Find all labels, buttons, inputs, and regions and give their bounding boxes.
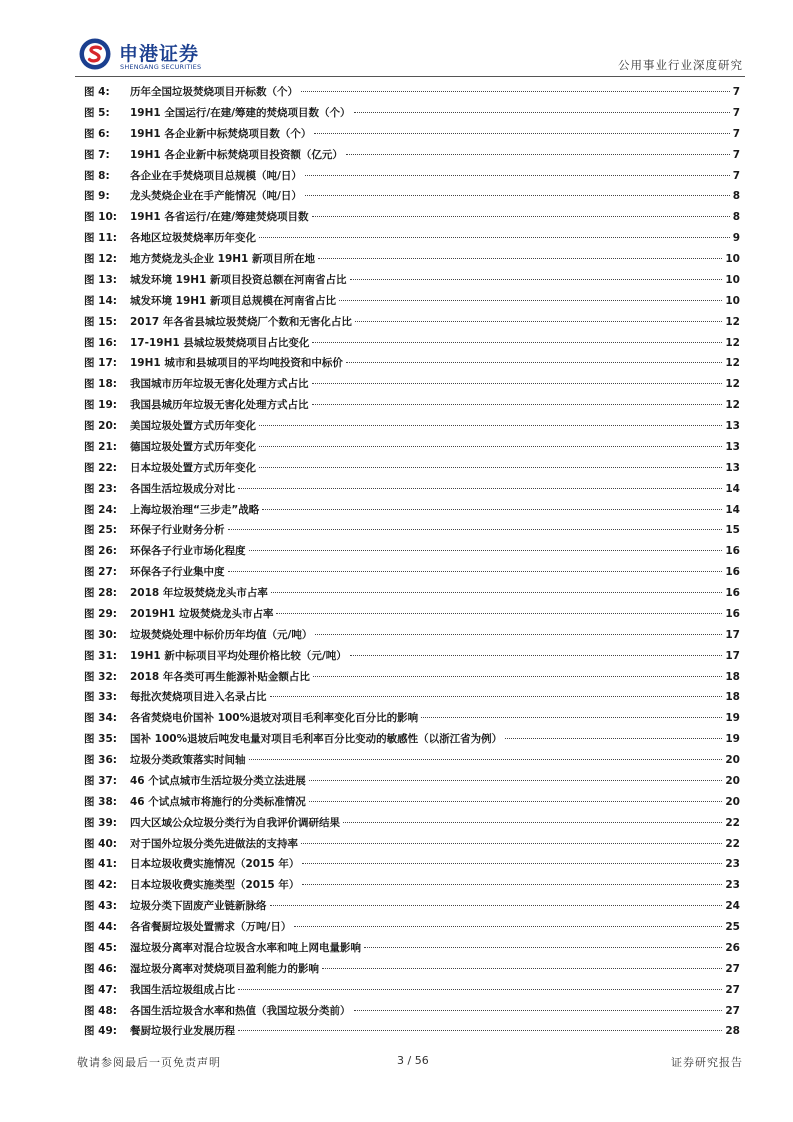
toc-entry-title: 19H1 新中标项目平均处理价格比较（元/吨） <box>130 649 347 662</box>
toc-entry[interactable] <box>84 794 740 815</box>
disclaimer-note: 敬请参阅最后一页免责声明 <box>77 1056 221 1069</box>
toc-entry-label: 图 24: <box>84 503 117 516</box>
toc-entry-title: 垃圾分类政策落实时间轴 <box>130 754 246 766</box>
toc-entry-title: 我国县城历年垃圾无害化处理方式占比 <box>130 399 309 412</box>
toc-entry-page: 12 <box>725 399 740 412</box>
toc-entry-page: 18 <box>725 670 740 683</box>
toc-entry-label: 图 42: <box>84 879 117 892</box>
toc-entry-leader <box>302 884 722 885</box>
toc-entry-title: 各国生活垃圾成分对比 <box>130 482 235 495</box>
toc-entry[interactable] <box>84 669 740 690</box>
toc-entry-leader <box>350 279 723 280</box>
toc-entry-page: 23 <box>725 879 740 892</box>
toc-entry[interactable] <box>84 689 740 710</box>
toc-entry-title: 2018 年垃圾焚烧龙头市占率 <box>130 587 268 599</box>
toc-entry-page: 13 <box>725 461 740 474</box>
toc-entry-title: 各企业在手焚烧项目总规模（吨/日） <box>130 169 302 182</box>
toc-entry-title: 垃圾焚烧处理中标价历年均值（元/吨） <box>130 628 313 641</box>
toc-entry-page: 14 <box>725 503 740 516</box>
toc-entry-title: 19H1 各企业新中标焚烧项目数（个） <box>130 127 312 140</box>
toc-entry-title: 各地区垃圾焚烧率历年变化 <box>130 232 256 245</box>
toc-entry-title: 17-19H1 县城垃圾焚烧项目占比变化 <box>130 336 310 349</box>
toc-entry-leader <box>294 926 722 927</box>
toc-entry-title: 湿垃圾分离率对焚烧项目盈利能力的影响 <box>130 962 319 975</box>
toc-entry[interactable] <box>84 376 740 397</box>
report-type: 公用事业行业深度研究 <box>618 58 743 72</box>
toc-entry-page: 17 <box>725 649 740 662</box>
toc-entry-label: 图 23: <box>84 482 117 495</box>
toc-entry-label: 图 19: <box>84 399 117 412</box>
toc-entry-page: 16 <box>725 607 740 620</box>
toc-entry[interactable] <box>84 188 740 209</box>
toc-entry-leader <box>276 613 722 614</box>
toc-entry[interactable] <box>84 606 740 627</box>
toc-entry-label: 图 48: <box>84 1004 117 1017</box>
toc-entry-title: 日本垃圾处置方式历年变化 <box>130 461 256 474</box>
toc-entry-label: 图 31: <box>84 649 117 662</box>
toc-entry-page: 13 <box>725 440 740 453</box>
toc-entry[interactable] <box>84 397 740 418</box>
toc-entry-title: 餐厨垃圾行业发展历程 <box>130 1025 235 1038</box>
toc-entry-leader <box>271 592 722 593</box>
toc-entry-title: 日本垃圾收费实施情况（2015 年） <box>130 858 300 871</box>
toc-entry-page: 23 <box>725 858 740 871</box>
toc-entry-leader <box>302 863 722 864</box>
toc-entry-leader <box>259 237 730 238</box>
toc-entry[interactable] <box>84 982 740 1003</box>
toc-entry[interactable] <box>84 314 740 335</box>
toc-entry-leader <box>238 989 722 990</box>
toc-entry-title: 我国城市历年垃圾无害化处理方式占比 <box>130 378 309 391</box>
toc-entry-page: 7 <box>732 127 740 140</box>
toc-entry-leader <box>318 258 722 259</box>
toc-entry-title: 城发环境 19H1 新项目投资总额在河南省占比 <box>130 273 347 286</box>
toc-entry-page: 12 <box>725 378 740 391</box>
toc-entry[interactable] <box>84 752 740 773</box>
logo-name-cn: 申港证券 <box>119 43 200 65</box>
toc-entry-label: 图 25: <box>84 524 117 537</box>
toc-entry-title: 四大区域公众垃圾分类行为自我评价调研结果 <box>130 816 340 829</box>
toc-entry-title: 国补 100%退坡后吨发电量对项目毛利率百分比变动的敏感性（以浙江省为例） <box>130 733 503 746</box>
toc-entry[interactable] <box>84 460 740 481</box>
toc-entry[interactable] <box>84 439 740 460</box>
document-type: 证券研究报告 <box>671 1056 743 1069</box>
toc-entry-label: 图 41: <box>84 858 117 871</box>
toc-entry-title: 19H1 城市和县城项目的平均吨投资和中标价 <box>130 357 343 370</box>
toc-entry-page: 7 <box>732 86 740 98</box>
toc-entry-leader <box>301 843 722 844</box>
toc-entry-label: 图 6: <box>84 127 110 140</box>
toc-entry-leader <box>262 509 722 510</box>
toc-entry[interactable] <box>84 773 740 794</box>
toc-entry-page: 20 <box>725 754 740 766</box>
toc-entry-leader <box>505 738 722 739</box>
toc-entry-leader <box>301 91 730 92</box>
toc-entry-label: 图 33: <box>84 691 117 704</box>
toc-entry[interactable] <box>84 84 740 105</box>
toc-entry-label: 图 9: <box>84 190 110 203</box>
toc-entry-label: 图 17: <box>84 357 117 370</box>
toc-entry-title: 2019H1 垃圾焚烧龙头市占率 <box>130 607 274 620</box>
toc-entry-title: 龙头焚烧企业在手产能情况（吨/日） <box>130 190 302 203</box>
toc-entry-page: 10 <box>725 294 740 307</box>
toc-entry-page: 8 <box>732 190 740 203</box>
toc-entry-title: 46 个试点城市将施行的分类标准情况 <box>130 795 306 808</box>
toc-entry[interactable] <box>84 564 740 585</box>
toc-entry-title: 2017 年各省县城垃圾焚烧厂个数和无害化占比 <box>130 315 352 328</box>
toc-entry-label: 图 45: <box>84 941 117 954</box>
toc-entry-label: 图 27: <box>84 566 117 579</box>
toc-entry-label: 图 15: <box>84 315 117 328</box>
toc-entry-label: 图 37: <box>84 774 117 787</box>
toc-entry[interactable] <box>84 126 740 147</box>
toc-entry-leader <box>305 175 730 176</box>
toc-entry-page: 26 <box>725 941 740 954</box>
toc-entry[interactable] <box>84 418 740 439</box>
toc-entry[interactable] <box>84 230 740 251</box>
toc-entry-page: 18 <box>725 691 740 704</box>
toc-entry-leader <box>259 446 722 447</box>
toc-entry-leader <box>259 467 722 468</box>
toc-entry-leader <box>314 133 729 134</box>
toc-entry[interactable] <box>84 293 740 314</box>
toc-entry[interactable] <box>84 355 740 376</box>
shengang-logo-icon <box>79 38 111 70</box>
toc-entry[interactable] <box>84 105 740 126</box>
toc-entry-title: 湿垃圾分离率对混合垃圾含水率和吨上网电量影响 <box>130 941 361 954</box>
toc-entry-leader <box>312 383 723 384</box>
toc-entry-title: 上海垃圾治理“三步走”战略 <box>130 503 260 516</box>
toc-entry-page: 10 <box>725 253 740 265</box>
toc-entry-title: 垃圾分类下固废产业链新脉络 <box>130 900 267 913</box>
toc-entry-leader <box>249 550 723 551</box>
toc-entry-leader <box>238 488 722 489</box>
toc-entry[interactable] <box>84 272 740 293</box>
toc-entry-page: 16 <box>725 587 740 599</box>
toc-entry-leader <box>312 342 722 343</box>
toc-entry-title: 19H1 全国运行/在建/筹建的焚烧项目数（个） <box>130 106 351 119</box>
toc-entry-page: 8 <box>732 211 740 224</box>
toc-entry-title: 各省焚烧电价国补 100%退坡对项目毛利率变化百分比的影响 <box>130 712 419 725</box>
toc-entry-page: 19 <box>725 733 740 746</box>
page-number: 3 / 56 <box>397 1054 429 1067</box>
toc-entry-leader <box>309 780 723 781</box>
toc-entry[interactable] <box>84 335 740 356</box>
toc-entry-leader <box>339 300 722 301</box>
toc-entry[interactable] <box>84 251 740 272</box>
toc-entry-title: 2018 年各类可再生能源补贴金额占比 <box>130 670 310 683</box>
toc-entry-label: 图 43: <box>84 900 117 913</box>
toc-entry-page: 16 <box>725 566 740 579</box>
toc-entry-label: 图 28: <box>84 587 117 599</box>
toc-entry-page: 20 <box>725 795 740 808</box>
toc-entry[interactable] <box>84 209 740 230</box>
toc-entry-leader <box>305 195 730 196</box>
toc-entry-page: 22 <box>725 837 740 850</box>
toc-entry[interactable] <box>84 627 740 648</box>
toc-entry-leader <box>354 1010 723 1011</box>
toc-entry-label: 图 49: <box>84 1025 117 1038</box>
toc-entry-title: 日本垃圾收费实施类型（2015 年） <box>130 879 300 892</box>
toc-entry[interactable] <box>84 710 740 731</box>
toc-entry-label: 图 35: <box>84 733 117 746</box>
toc-entry-title: 环保各子行业集中度 <box>130 566 225 579</box>
toc-entry[interactable] <box>84 168 740 189</box>
toc-entry-title: 对于国外垃圾分类先进做法的支持率 <box>130 837 298 850</box>
toc-entry[interactable] <box>84 856 740 877</box>
toc-entry-leader <box>315 634 722 635</box>
toc-entry-page: 16 <box>725 545 740 558</box>
toc-entry-label: 图 11: <box>84 232 117 245</box>
toc-entry-label: 图 4: <box>84 86 110 98</box>
toc-entry-label: 图 5: <box>84 106 110 119</box>
page-footer <box>75 1054 745 1074</box>
toc-entry-label: 图 47: <box>84 983 117 996</box>
toc-entry-leader <box>354 112 730 113</box>
toc-entry-leader <box>343 822 722 823</box>
toc-entry-leader <box>350 655 723 656</box>
toc-entry-page: 24 <box>725 900 740 913</box>
toc-entry[interactable] <box>84 877 740 898</box>
toc-entry-page: 20 <box>725 774 740 787</box>
toc-entry-title: 我国生活垃圾组成占比 <box>130 983 235 996</box>
toc-entry[interactable] <box>84 502 740 523</box>
toc-entry[interactable] <box>84 543 740 564</box>
toc-entry-label: 图 26: <box>84 545 117 558</box>
toc-entry-page: 12 <box>725 315 740 328</box>
toc-entry[interactable] <box>84 585 740 606</box>
toc-entry-leader <box>270 905 723 906</box>
toc-entry-page: 12 <box>725 336 740 349</box>
toc-entry-label: 图 10: <box>84 211 117 224</box>
toc-entry-title: 城发环境 19H1 新项目总规模在河南省占比 <box>130 294 337 307</box>
toc-entry-page: 22 <box>725 816 740 829</box>
toc-entry[interactable] <box>84 961 740 982</box>
toc-entry-leader <box>309 801 723 802</box>
toc-entry-leader <box>355 321 722 322</box>
toc-entry[interactable] <box>84 898 740 919</box>
toc-entry-page: 27 <box>725 1004 740 1017</box>
toc-entry[interactable] <box>84 648 740 669</box>
toc-entry-label: 图 12: <box>84 253 117 265</box>
toc-entry-leader <box>346 154 730 155</box>
toc-entry-leader <box>249 759 723 760</box>
toc-entry-label: 图 32: <box>84 670 117 683</box>
toc-entry-leader <box>259 425 722 426</box>
toc-entry[interactable] <box>84 836 740 857</box>
toc-entry-label: 图 20: <box>84 420 117 432</box>
toc-entry-page: 25 <box>725 921 740 933</box>
toc-entry-leader <box>312 216 730 217</box>
toc-entry-label: 图 30: <box>84 628 117 641</box>
toc-entry[interactable] <box>84 1023 740 1044</box>
figure-index-list <box>84 84 740 1044</box>
toc-entry-title: 19H1 各企业新中标焚烧项目投资额（亿元） <box>130 148 343 161</box>
toc-entry-label: 图 21: <box>84 440 117 453</box>
toc-entry-label: 图 34: <box>84 712 117 725</box>
toc-entry-page: 27 <box>725 962 740 975</box>
toc-entry-page: 15 <box>725 524 740 537</box>
toc-entry-label: 图 40: <box>84 837 117 850</box>
toc-entry-leader <box>322 968 722 969</box>
toc-entry-label: 图 36: <box>84 754 117 766</box>
toc-entry-label: 图 29: <box>84 607 117 620</box>
toc-entry[interactable] <box>84 919 740 940</box>
toc-entry-title: 地方焚烧龙头企业 19H1 新项目所在地 <box>130 253 316 265</box>
toc-entry-page: 17 <box>725 628 740 641</box>
toc-entry-page: 10 <box>725 273 740 286</box>
toc-entry-page: 7 <box>732 148 740 161</box>
toc-entry-label: 图 13: <box>84 273 117 286</box>
toc-entry-label: 图 14: <box>84 294 117 307</box>
toc-entry-title: 德国垃圾处置方式历年变化 <box>130 440 256 453</box>
toc-entry-leader <box>313 676 722 677</box>
toc-entry-page: 19 <box>725 712 740 725</box>
toc-entry-label: 图 22: <box>84 461 117 474</box>
toc-entry[interactable] <box>84 815 740 836</box>
toc-entry-leader <box>228 571 723 572</box>
toc-entry-label: 图 16: <box>84 336 117 349</box>
toc-entry-label: 图 7: <box>84 148 110 161</box>
toc-entry-page: 13 <box>725 420 740 432</box>
logo-name-en: SHENGANG SECURITIES <box>120 63 202 71</box>
toc-entry-leader <box>312 404 723 405</box>
toc-entry-label: 图 8: <box>84 169 110 182</box>
toc-entry-leader <box>346 362 723 363</box>
toc-entry-label: 图 39: <box>84 816 117 829</box>
toc-entry-title: 环保各子行业市场化程度 <box>130 545 246 558</box>
toc-entry-page: 27 <box>725 983 740 996</box>
toc-entry-page: 14 <box>725 482 740 495</box>
toc-entry-title: 各国生活垃圾含水率和热值（我国垃圾分类前） <box>130 1004 351 1017</box>
toc-entry-label: 图 46: <box>84 962 117 975</box>
toc-entry-leader <box>364 947 722 948</box>
toc-entry-title: 美国垃圾处置方式历年变化 <box>130 420 256 432</box>
toc-entry-leader <box>270 696 723 697</box>
toc-entry-leader <box>238 1030 722 1031</box>
toc-entry-title: 每批次焚烧项目进入名录占比 <box>130 691 267 704</box>
toc-entry-page: 7 <box>732 106 740 119</box>
toc-entry-title: 19H1 各省运行/在建/筹建焚烧项目数 <box>130 211 309 224</box>
toc-entry[interactable] <box>84 1003 740 1024</box>
toc-entry-leader <box>228 529 723 530</box>
toc-entry[interactable] <box>84 940 740 961</box>
toc-entry-label: 图 38: <box>84 795 117 808</box>
toc-entry-page: 7 <box>732 169 740 182</box>
toc-entry-page: 28 <box>725 1025 740 1038</box>
toc-entry-label: 图 18: <box>84 378 117 391</box>
toc-entry[interactable] <box>84 481 740 502</box>
toc-entry[interactable] <box>84 522 740 543</box>
toc-entry-title: 历年全国垃圾焚烧项目开标数（个） <box>130 86 298 98</box>
toc-entry-title: 各省餐厨垃圾处置需求（万吨/日） <box>130 921 292 933</box>
toc-entry-page: 12 <box>725 357 740 370</box>
toc-entry[interactable] <box>84 731 740 752</box>
page-header <box>75 36 745 77</box>
toc-entry-label: 图 44: <box>84 921 117 933</box>
toc-entry-leader <box>421 717 722 718</box>
toc-entry[interactable] <box>84 147 740 168</box>
toc-entry-title: 46 个试点城市生活垃圾分类立法进展 <box>130 774 306 787</box>
toc-entry-page: 9 <box>732 232 740 245</box>
toc-entry-title: 环保子行业财务分析 <box>130 524 225 537</box>
